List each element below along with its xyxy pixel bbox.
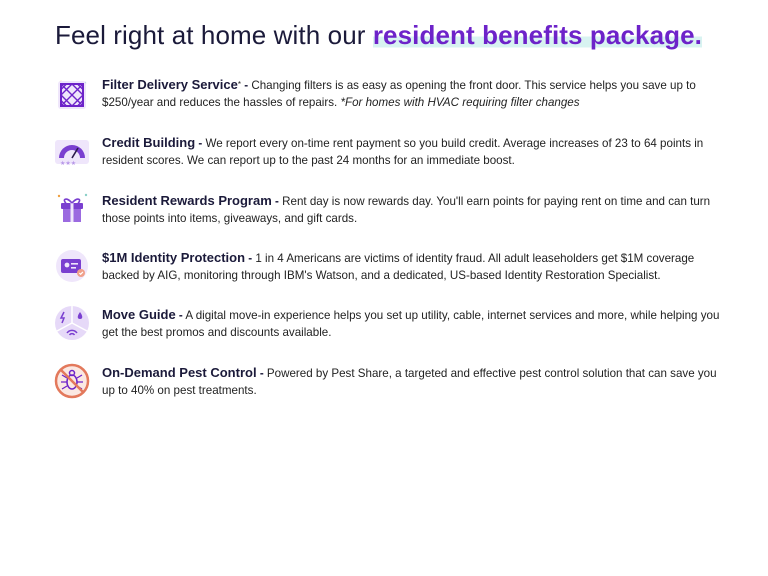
benefit-name: $1M Identity Protection <box>102 250 246 265</box>
benefit-text: Credit Building - We report every on-time rent payment so you build credit. Average increases of 23 to 64 points in resident scores. We can report up to the past 24 months for an immediate boost. <box>102 135 704 167</box>
filter-grid-icon <box>52 74 92 114</box>
benefit-text: Resident Rewards Program - Rent day is now rewards day. You'll earn points for paying rent on time and can turn those points into items, giveaways, and gift cards. <box>102 193 711 225</box>
id-shield-icon <box>52 246 92 286</box>
benefit-text: Move Guide - A digital move-in experience helps you set up utility, cable, internet services and more, while helping you get the best promos and discounts available. <box>102 307 720 339</box>
benefit-description: We report every on-time rent payment so you build credit. Average increases of 23 to 64 points in resident scores. We can report up to the past 24 months for an immediate boost. <box>102 137 704 167</box>
benefit-name: Credit Building <box>102 135 196 150</box>
benefit-text: Filter Delivery Service* - Changing filters is as easy as opening the front door. This service helps you save up to $250/year and reduces the hassles of repairs. *For homes with HVAC requiring filter changes <box>102 77 696 109</box>
benefit-description: A digital move-in experience helps you set up utility, cable, internet services and more, while helping you get the best promos and discounts available. <box>102 309 720 339</box>
benefit-description: Powered by Pest Share, a targeted and effective pest control solution that can save you up to 40% on pest treatments. <box>102 367 717 397</box>
no-bug-icon <box>52 361 92 401</box>
gift-box-icon <box>52 188 92 228</box>
headline-lead: Feel right at home with our <box>55 20 366 50</box>
credit-gauge-icon <box>52 132 92 172</box>
headline-highlight: resident benefits package. <box>372 20 703 50</box>
utilities-circle-icon <box>52 303 92 343</box>
benefit-name: Filter Delivery Service <box>102 77 238 92</box>
svg-text:★★★: ★★★ <box>60 160 77 167</box>
benefit-name: Move Guide <box>102 307 176 322</box>
benefit-footnote: *For homes with HVAC requiring filter changes <box>340 96 580 109</box>
page-title <box>55 20 702 51</box>
benefit-text: On-Demand Pest Control - Powered by Pest Share, a targeted and effective pest control solution that can save you up to 40% on pest treatments. <box>102 365 717 397</box>
benefit-text: $1M Identity Protection - 1 in 4 Americans are victims of identity fraud. All adult leaseholders get $1M coverage backed by AIG, monitoring through IBM's Watson, and a dedicated, US-based Identity Restoration Specialist. <box>102 250 695 282</box>
benefit-description: 1 in 4 Americans are victims of identity fraud. All adult leaseholders get $1M coverage backed by AIG, monitoring through IBM's Watson, and a dedicated, US-based Identity Restoration Specialist. <box>102 252 695 282</box>
benefit-name: On-Demand Pest Control <box>102 365 257 380</box>
benefit-description: Rent day is now rewards day. You'll earn points for paying rent on time and can turn those points into items, giveaways, and gift cards. <box>102 195 711 225</box>
benefit-description: Changing filters is as easy as opening the front door. This service helps you save up to $250/year and reduces the hassles of repairs. <box>102 79 696 109</box>
benefit-name: Resident Rewards Program <box>102 193 272 208</box>
